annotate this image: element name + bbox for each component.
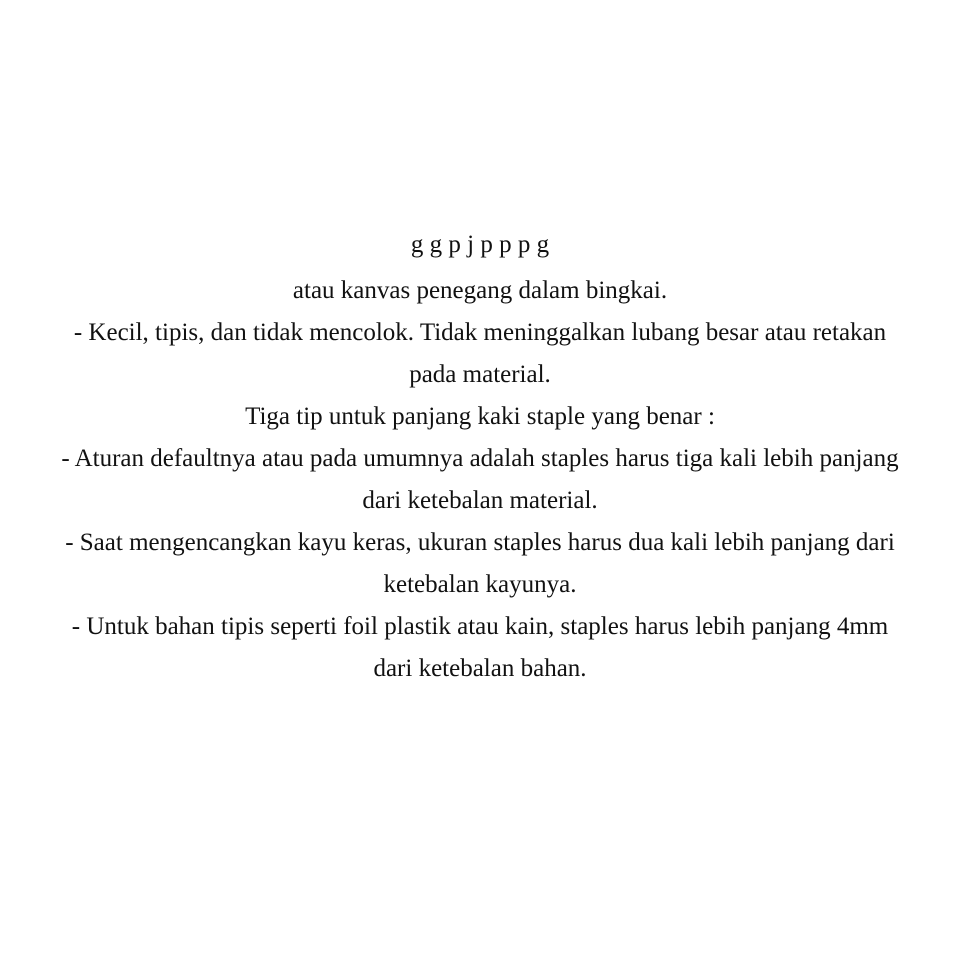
tip-2-line-1: - Saat mengencangkan kayu keras, ukuran staples harus dua kali lebih panjang dari <box>65 529 895 556</box>
tip-3-line-2: dari ketebalan bahan. <box>373 655 587 682</box>
product-description <box>0 228 960 690</box>
clipped-line-descenders: g g p j p p p g <box>410 231 550 258</box>
description-line-1: atau kanvas penegang dalam bingkai. <box>292 277 668 304</box>
tip-3-line-1: - Untuk bahan tipis seperti foil plastik atau kain, staples harus lebih panjang 4mm <box>71 613 889 640</box>
description-line-3: pada material. <box>409 361 551 388</box>
tip-2-line-2: ketebalan kayunya. <box>383 571 577 598</box>
tip-1-line-2: dari ketebalan material. <box>362 487 598 514</box>
description-line-2: - Kecil, tipis, dan tidak mencolok. Tidak meninggalkan lubang besar atau retakan <box>73 319 887 346</box>
tips-heading: Tiga tip untuk panjang kaki staple yang benar : <box>245 403 715 430</box>
tip-1-line-1: - Aturan defaultnya atau pada umumnya adalah staples harus tiga kali lebih panjang <box>61 445 899 472</box>
